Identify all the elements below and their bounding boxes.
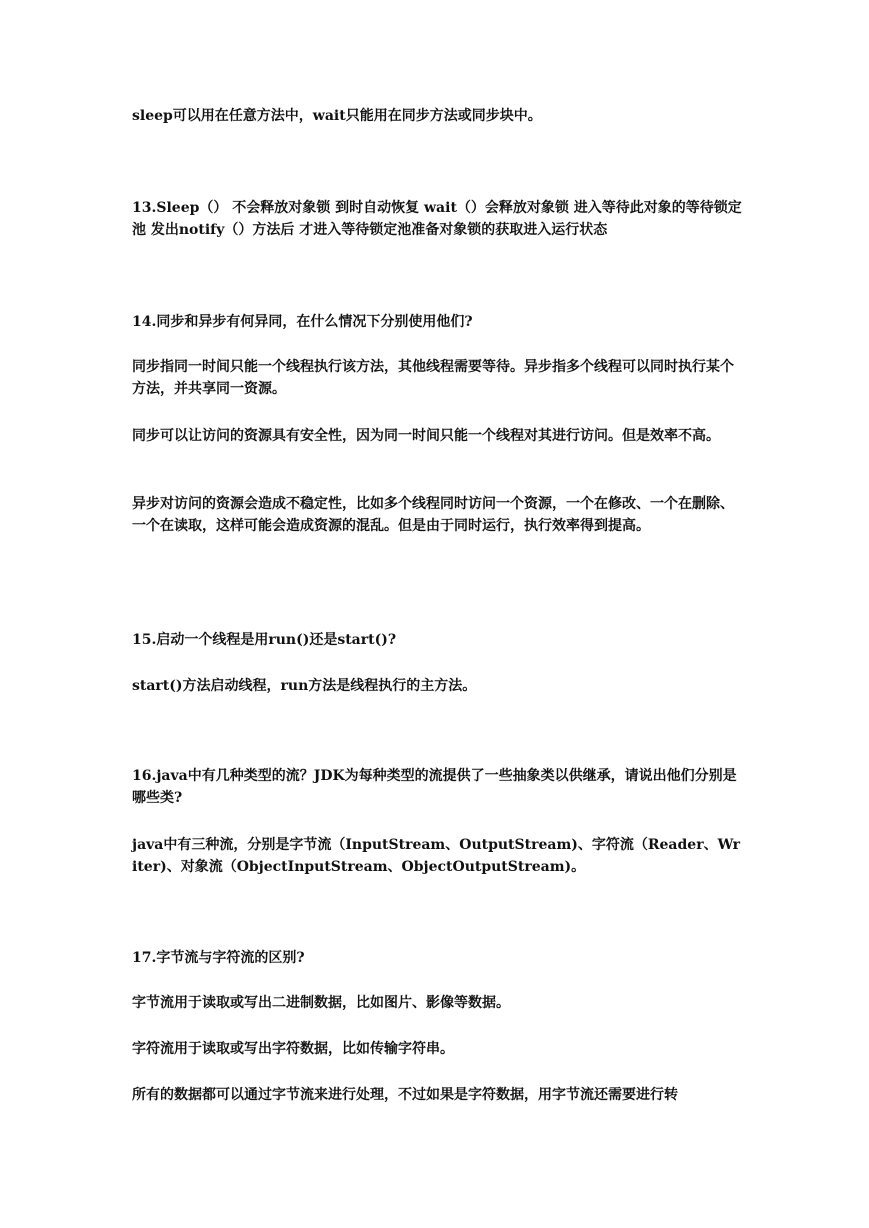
paragraph-async-instability: 异步对访问的资源会造成不稳定性，比如多个线程同时访问一个资源，一个在修改、一个在删除、一个在读取，这样可能会造成资源的混乱。但是由于同时运行，执行效率得到提高。 <box>132 496 734 534</box>
paragraph-byte-stream: 字节流用于读取或写出二进制数据，比如图片、影像等数据。 <box>132 995 510 1011</box>
paragraph-sync-async-definition: 同步指同一时间只能一个线程执行该方法，其他线程需要等待。异步指多个线程可以同时执行某个方法，并共享同一资源。 <box>132 359 734 397</box>
paragraph-three-stream-types: java中有三种流，分别是字节流（InputStream、OutputStream)、字符流（Reader、Writer)、对象流（ObjectInputStream、ObjectOutputStream)。 <box>132 837 741 875</box>
heading-q14-sync-async: 14.同步和异步有何异同，在什么情况下分别使用他们? <box>132 314 473 330</box>
heading-q16-stream-types: 16.java中有几种类型的流？JDK为每种类型的流提供了一些抽象类以供继承，请说出他们分别是哪些类? <box>132 768 737 806</box>
paragraph-char-stream: 字符流用于读取或写出字符数据，比如传输字符串。 <box>132 1041 454 1057</box>
heading-q15-run-or-start: 15.启动一个线程是用run()还是start()? <box>132 632 397 648</box>
heading-q17-byte-vs-char-stream: 17.字节流与字符流的区别? <box>132 950 305 966</box>
paragraph-sync-safety: 同步可以让访问的资源具有安全性，因为同一时间只能一个线程对其进行访问。但是效率不高。 <box>132 428 720 444</box>
paragraph-sleep-wait-usage: sleep可以用在任意方法中，wait只能用在同步方法或同步块中。 <box>132 108 542 124</box>
paragraph-start-method: start()方法启动线程，run方法是线程执行的主方法。 <box>132 678 477 694</box>
paragraph-q13-sleep-vs-wait: 13.Sleep（） 不会释放对象锁 到时自动恢复 wait（）会释放对象锁 进入等待此对象的等待锁定池 发出notify（）方法后 才进入等待锁定池准备对象锁的获取进入运行状态 <box>132 200 742 238</box>
paragraph-all-data-byte-stream: 所有的数据都可以通过字节流来进行处理，不过如果是字符数据，用字节流还需要进行转 <box>132 1087 678 1103</box>
